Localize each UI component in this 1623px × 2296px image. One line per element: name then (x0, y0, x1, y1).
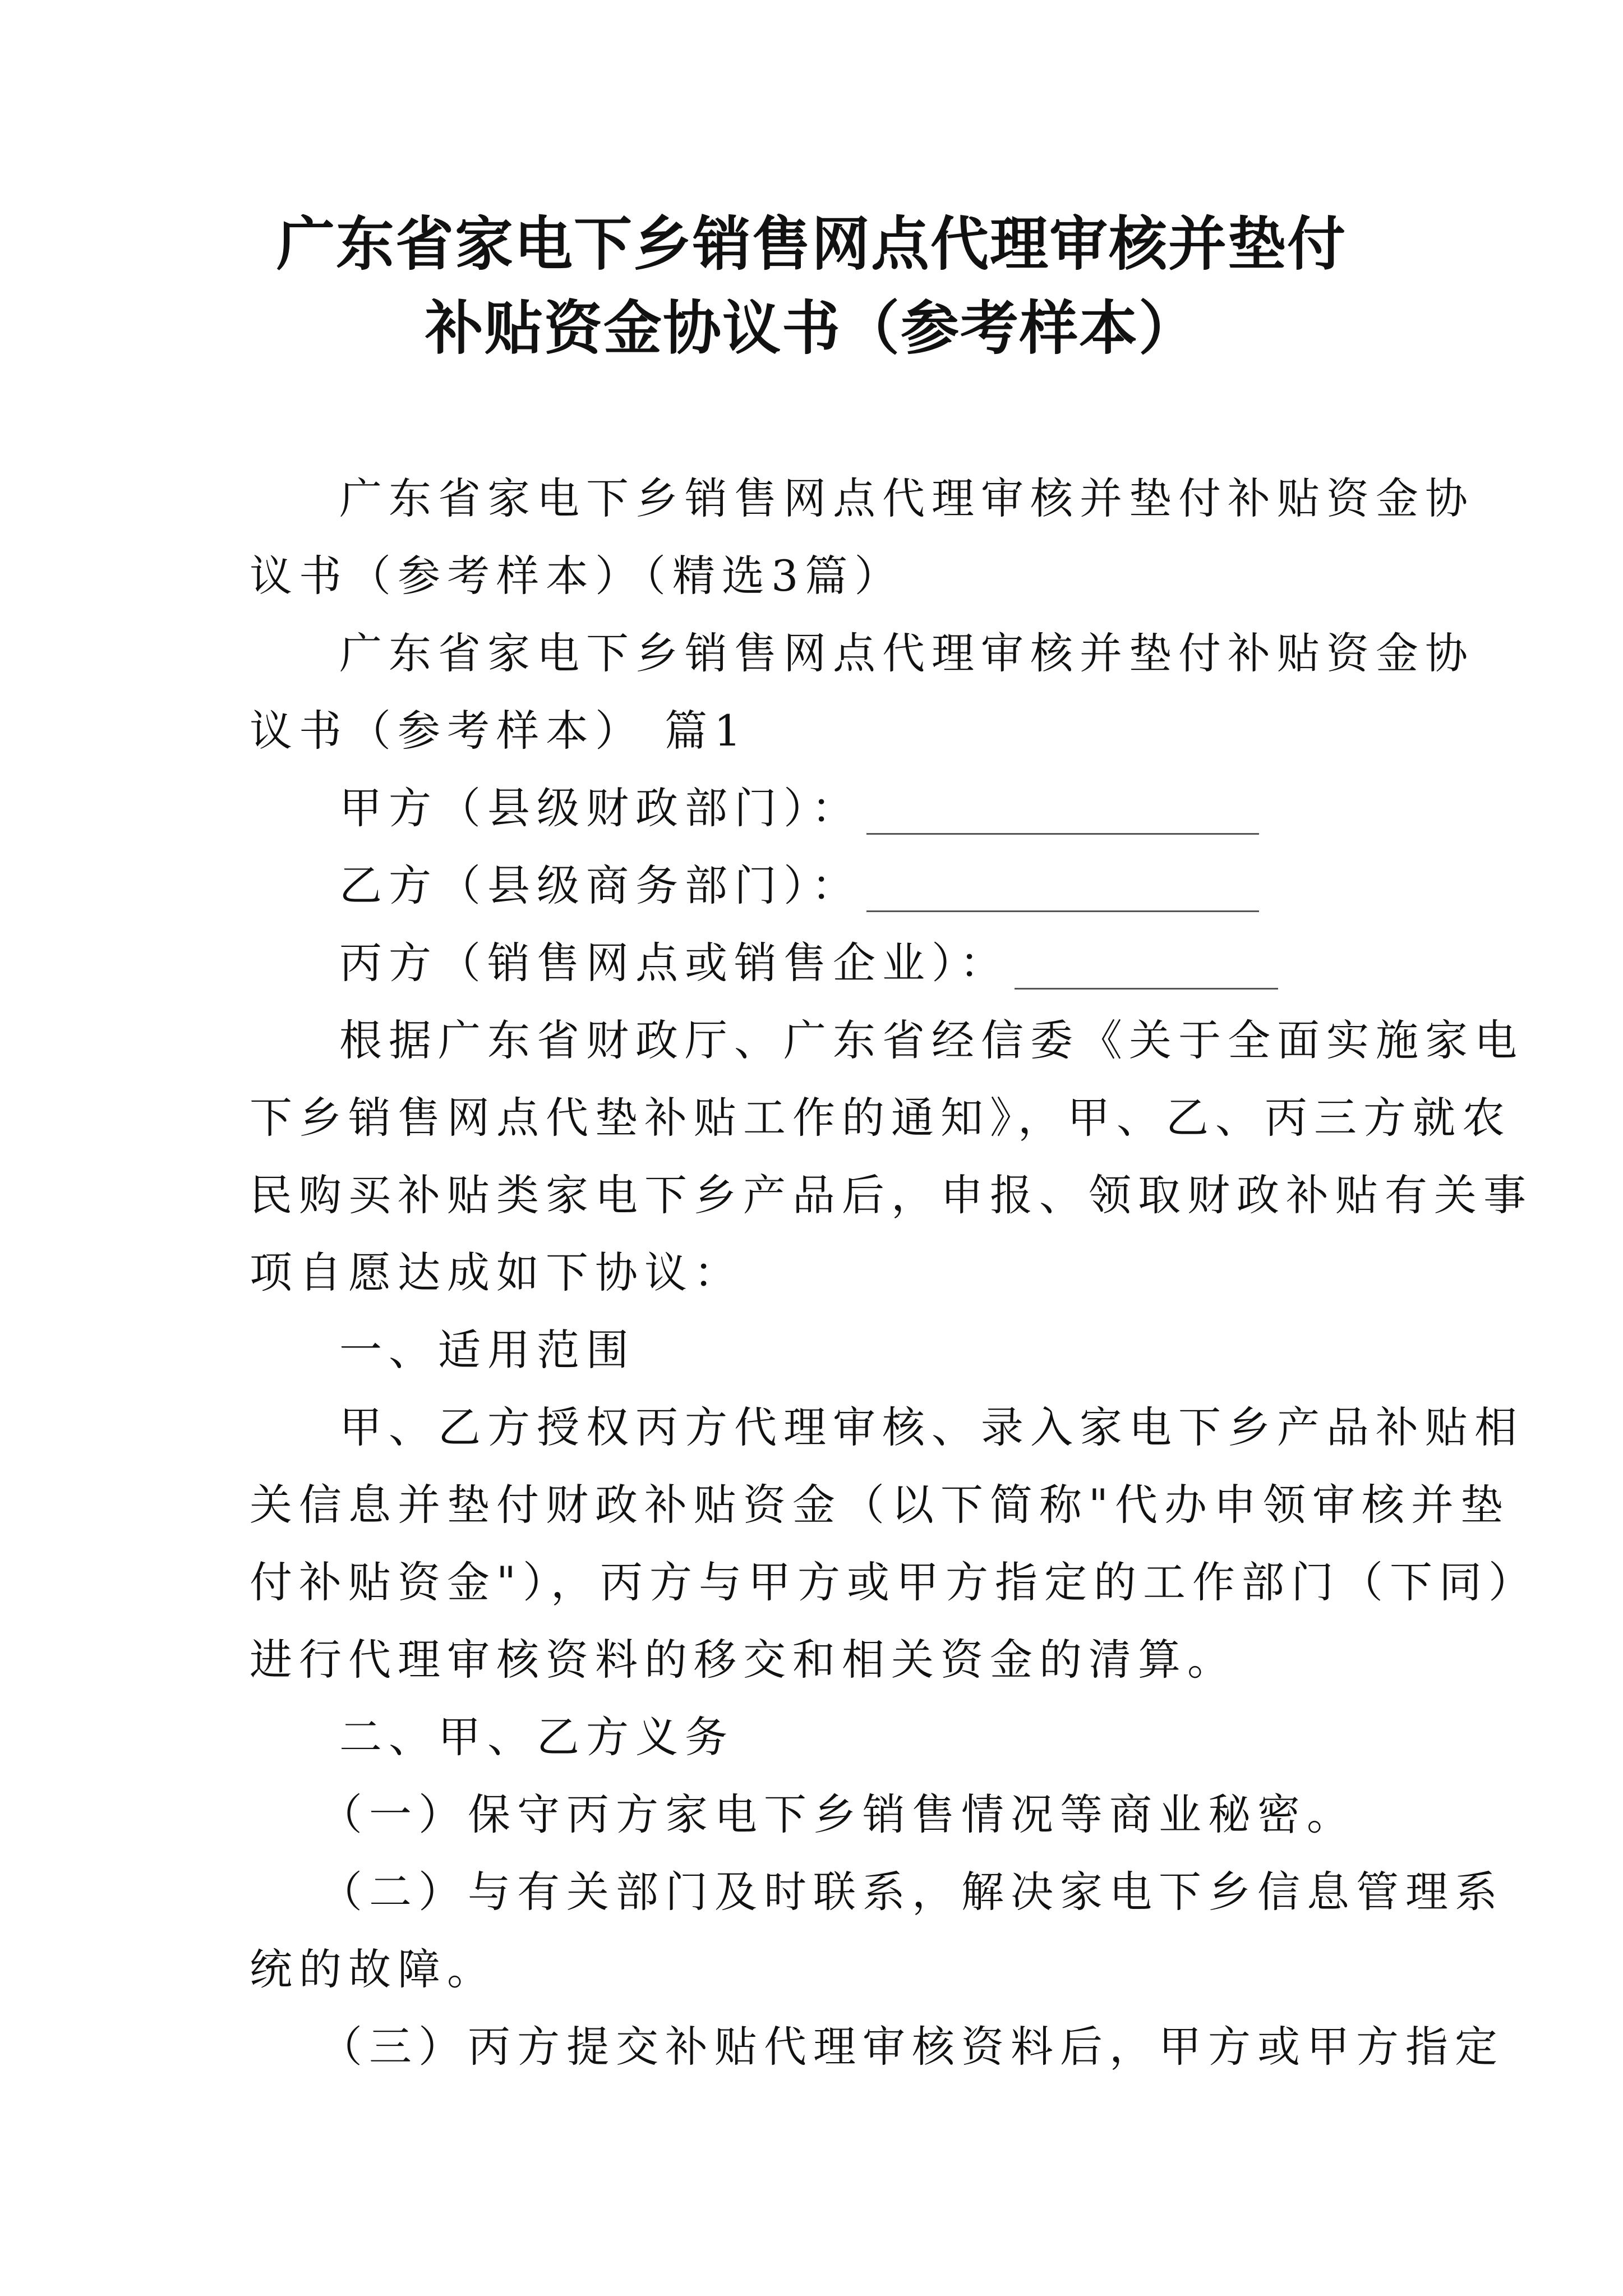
party-a-line (250, 770, 1388, 847)
party-c-label: 丙方（销售网点或销售企业）： (339, 938, 1009, 988)
party-b-label: 乙方（县级商务部门）： (339, 861, 861, 910)
party-a-blank-field (866, 789, 1259, 835)
paragraph-line: 付补贴资金"），丙方与甲方或甲方指定的工作部门（下同） (250, 1557, 1538, 1607)
paragraph-line: 关信息并垫付财政补贴资金（以下简称"代办申领审核并垫 (250, 1480, 1510, 1530)
paragraph-line: 统的故障。 (250, 1944, 496, 1994)
paragraph-line: 议书（参考样本） 篇1 (250, 706, 748, 756)
paragraph-line: 下乡销售网点代垫补贴工作的通知》，甲、乙、丙三方就农 (250, 1093, 1511, 1143)
section-heading: 一、适用范围 (339, 1325, 635, 1375)
paragraph-line: 广东省家电下乡销售网点代理审核并垫付补贴资金协 (339, 628, 1474, 678)
document-title-line-1: 广东省家电下乡销售网点代理审核并垫付 (276, 210, 1347, 278)
document-title-line-2: 补贴资金协议书（参考样本） (425, 294, 1198, 362)
party-c-line (250, 924, 1388, 1002)
paragraph-line: 甲、乙方授权丙方代理审核、录入家电下乡产品补贴相 (339, 1402, 1524, 1452)
paragraph-line: 广东省家电下乡销售网点代理审核并垫付补贴资金协 (339, 473, 1474, 523)
section-heading: 二、甲、乙方义务 (339, 1712, 734, 1762)
party-b-blank-field (866, 867, 1259, 912)
paragraph-line: 项自愿达成如下协议： (250, 1248, 743, 1297)
paragraph-line: （一）保守丙方家电下乡销售情况等商业秘密。 (320, 1789, 1356, 1839)
party-b-line (250, 847, 1388, 924)
paragraph-line: 议书（参考样本）（精选3篇） (250, 551, 904, 601)
party-a-label: 甲方（县级财政部门）： (339, 783, 861, 833)
party-c-blank-field (1015, 944, 1278, 990)
paragraph-line: （二）与有关部门及时联系，解决家电下乡信息管理系 (320, 1867, 1504, 1917)
paragraph-line: 根据广东省财政厅、广东省经信委《关于全面实施家电 (339, 1015, 1524, 1065)
paragraph-line: 民购买补贴类家电下乡产品后，申报、领取财政补贴有关事 (250, 1170, 1533, 1220)
paragraph-line: （三）丙方提交补贴代理审核资料后，甲方或甲方指定 (320, 2022, 1504, 2072)
paragraph-line: 进行代理审核资料的移交和相关资金的清算。 (250, 1635, 1237, 1685)
document-body (250, 460, 1538, 2086)
